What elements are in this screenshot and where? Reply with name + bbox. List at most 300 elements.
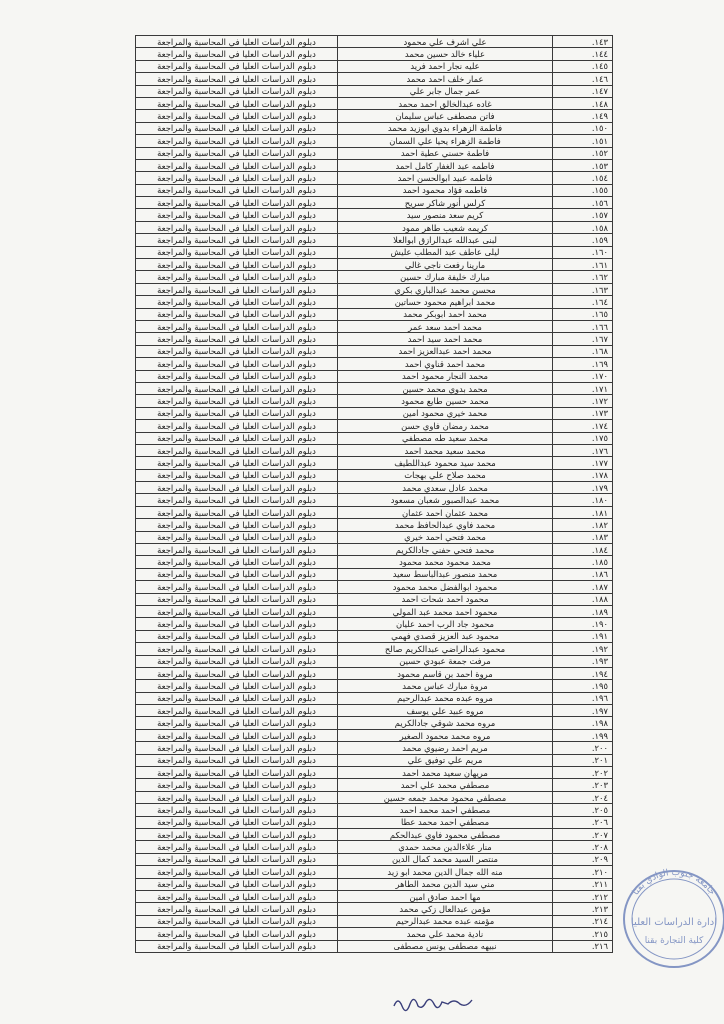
student-name: علياء خالد حسين محمد xyxy=(338,48,553,60)
program-name: دبلوم الدراسات العليا في المحاسبة والمراجعة xyxy=(136,729,338,741)
row-number: ١٩٨. xyxy=(553,717,613,729)
row-number: ١٩١. xyxy=(553,630,613,642)
program-name: دبلوم الدراسات العليا في المحاسبة والمراجعة xyxy=(136,804,338,816)
student-name: محمد سيد محمود عبداللطيف xyxy=(338,457,553,469)
row-number: ٢١٣. xyxy=(553,903,613,915)
student-name: مؤمنه عبده محمد عبدالرحيم xyxy=(338,915,553,927)
program-name: دبلوم الدراسات العليا في المحاسبة والمراجعة xyxy=(136,667,338,679)
program-name: دبلوم الدراسات العليا في المحاسبة والمراجعة xyxy=(136,85,338,97)
table-row xyxy=(136,581,613,593)
row-number: ١٩٠. xyxy=(553,618,613,630)
table-row xyxy=(136,643,613,655)
student-name: محمد منصور عبدالباسط سعيد xyxy=(338,568,553,580)
table-row xyxy=(136,73,613,85)
student-name: مريم احمد رضيوي محمد xyxy=(338,742,553,754)
table-row xyxy=(136,667,613,679)
table-row xyxy=(136,110,613,122)
student-name: غاده عبدالخالق احمد محمد xyxy=(338,97,553,109)
table-row xyxy=(136,159,613,171)
program-name: دبلوم الدراسات العليا في المحاسبة والمراجعة xyxy=(136,432,338,444)
row-number: ١٦٣. xyxy=(553,283,613,295)
student-name: محمد محمود محمد محمود xyxy=(338,556,553,568)
table-row xyxy=(136,680,613,692)
table-row xyxy=(136,705,613,717)
table-row xyxy=(136,469,613,481)
program-name: دبلوم الدراسات العليا في المحاسبة والمراجعة xyxy=(136,172,338,184)
row-number: ١٧٤. xyxy=(553,420,613,432)
table-row xyxy=(136,692,613,704)
row-number: ٢٠٤. xyxy=(553,791,613,803)
student-name: محمد عبدالصبور شعبان مسعود xyxy=(338,494,553,506)
program-name: دبلوم الدراسات العليا في المحاسبة والمراجعة xyxy=(136,97,338,109)
table-row xyxy=(136,729,613,741)
table-row xyxy=(136,283,613,295)
student-name: محمود جاد الرب احمد عليان xyxy=(338,618,553,630)
row-number: ١٧١. xyxy=(553,382,613,394)
program-name: دبلوم الدراسات العليا في المحاسبة والمراجعة xyxy=(136,915,338,927)
table-row xyxy=(136,296,613,308)
row-number: ١٦٨. xyxy=(553,345,613,357)
table-row xyxy=(136,308,613,320)
student-name: محمد سعيد محمد احمد xyxy=(338,444,553,456)
program-name: دبلوم الدراسات العليا في المحاسبة والمراجعة xyxy=(136,829,338,841)
table-row xyxy=(136,878,613,890)
program-name: دبلوم الدراسات العليا في المحاسبة والمراجعة xyxy=(136,259,338,271)
stamp-arc-text: جامعة جنوب الوادي بقنا xyxy=(631,867,717,898)
row-number: ١٥٨. xyxy=(553,221,613,233)
stamp-bottom-text: كلية التجارة بقنا xyxy=(644,936,704,946)
program-name: دبلوم الدراسات العليا في المحاسبة والمراجعة xyxy=(136,308,338,320)
row-number: ١٤٩. xyxy=(553,110,613,122)
program-name: دبلوم الدراسات العليا في المحاسبة والمراجعة xyxy=(136,531,338,543)
student-name: كريم سعد منصور سيد xyxy=(338,209,553,221)
table-row xyxy=(136,779,613,791)
university-stamp xyxy=(612,855,724,973)
student-name: محمد احمد سيد احمد xyxy=(338,333,553,345)
student-name: محسن محمد عبدالباري بكري xyxy=(338,283,553,295)
table-row xyxy=(136,605,613,617)
program-name: دبلوم الدراسات العليا في المحاسبة والمراجعة xyxy=(136,494,338,506)
row-number: ١٦٤. xyxy=(553,296,613,308)
student-name: مها احمد صادق امين xyxy=(338,890,553,902)
program-name: دبلوم الدراسات العليا في المحاسبة والمراجعة xyxy=(136,717,338,729)
program-name: دبلوم الدراسات العليا في المحاسبة والمراجعة xyxy=(136,618,338,630)
table-row xyxy=(136,630,613,642)
program-name: دبلوم الدراسات العليا في المحاسبة والمراجعة xyxy=(136,209,338,221)
student-name: مارينا رفعت ناجي غالي xyxy=(338,259,553,271)
row-number: ١٥٢. xyxy=(553,147,613,159)
student-name: محمود عبد العزيز قصدي فهمي xyxy=(338,630,553,642)
row-number: ٢٠٥. xyxy=(553,804,613,816)
table-row xyxy=(136,184,613,196)
row-number: ١٥٥. xyxy=(553,184,613,196)
program-name: دبلوم الدراسات العليا في المحاسبة والمراجعة xyxy=(136,197,338,209)
row-number: ١٦٩. xyxy=(553,358,613,370)
row-number: ١٨٦. xyxy=(553,568,613,580)
row-number: ٢١٦. xyxy=(553,940,613,952)
student-name: مروه محمد شوقي جادالكريم xyxy=(338,717,553,729)
table-row xyxy=(136,568,613,580)
row-number: ١٤٧. xyxy=(553,85,613,97)
student-name: مني سيد الدين محمد الطاهر xyxy=(338,878,553,890)
table-row xyxy=(136,234,613,246)
row-number: ١٦٢. xyxy=(553,271,613,283)
student-name: محمد عثمان احمد عثمان xyxy=(338,506,553,518)
row-number: ١٤٦. xyxy=(553,73,613,85)
program-name: دبلوم الدراسات العليا في المحاسبة والمراجعة xyxy=(136,457,338,469)
table-row xyxy=(136,928,613,940)
row-number: ١٨٥. xyxy=(553,556,613,568)
table-row xyxy=(136,841,613,853)
table-row xyxy=(136,271,613,283)
table-row xyxy=(136,655,613,667)
program-name: دبلوم الدراسات العليا في المحاسبة والمراجعة xyxy=(136,320,338,332)
table-row xyxy=(136,544,613,556)
row-number: ١٧٧. xyxy=(553,457,613,469)
program-name: دبلوم الدراسات العليا في المحاسبة والمراجعة xyxy=(136,482,338,494)
table-row xyxy=(136,36,613,48)
program-name: دبلوم الدراسات العليا في المحاسبة والمراجعة xyxy=(136,519,338,531)
program-name: دبلوم الدراسات العليا في المحاسبة والمراجعة xyxy=(136,135,338,147)
roster-body xyxy=(136,36,613,953)
program-name: دبلوم الدراسات العليا في المحاسبة والمراجعة xyxy=(136,444,338,456)
table-row xyxy=(136,358,613,370)
program-name: دبلوم الدراسات العليا في المحاسبة والمراجعة xyxy=(136,73,338,85)
table-row xyxy=(136,97,613,109)
program-name: دبلوم الدراسات العليا في المحاسبة والمراجعة xyxy=(136,581,338,593)
student-name: مصطفي محمد علي احمد xyxy=(338,779,553,791)
program-name: دبلوم الدراسات العليا في المحاسبة والمراجعة xyxy=(136,420,338,432)
student-name: محمد فتحي حفني جادالكريم xyxy=(338,544,553,556)
row-number: ١٧٢. xyxy=(553,395,613,407)
student-name: فاطمه عبد الغفار كامل احمد xyxy=(338,159,553,171)
student-name: محمود احمد شحات احمد xyxy=(338,593,553,605)
program-name: دبلوم الدراسات العليا في المحاسبة والمراجعة xyxy=(136,221,338,233)
row-number: ١٨١. xyxy=(553,506,613,518)
row-number: ١٤٨. xyxy=(553,97,613,109)
program-name: دبلوم الدراسات العليا في المحاسبة والمراجعة xyxy=(136,122,338,134)
student-name: محمد صلاح علي بهجات xyxy=(338,469,553,481)
table-row xyxy=(136,147,613,159)
student-name: محمد احمد عبدالعزيز احمد xyxy=(338,345,553,357)
row-number: ١٩٦. xyxy=(553,692,613,704)
program-name: دبلوم الدراسات العليا في المحاسبة والمراجعة xyxy=(136,841,338,853)
row-number: ١٧٥. xyxy=(553,432,613,444)
program-name: دبلوم الدراسات العليا في المحاسبة والمراجعة xyxy=(136,506,338,518)
row-number: ١٦٥. xyxy=(553,308,613,320)
student-name: مروه عبيد علي يوسف xyxy=(338,705,553,717)
student-name: محمد رمضان فاوي حسن xyxy=(338,420,553,432)
row-number: ١٦٦. xyxy=(553,320,613,332)
row-number: ١٨٠. xyxy=(553,494,613,506)
table-row xyxy=(136,494,613,506)
table-row xyxy=(136,345,613,357)
row-number: ١٨٤. xyxy=(553,544,613,556)
program-name: دبلوم الدراسات العليا في المحاسبة والمراجعة xyxy=(136,705,338,717)
table-row xyxy=(136,482,613,494)
program-name: دبلوم الدراسات العليا في المحاسبة والمراجعة xyxy=(136,643,338,655)
program-name: دبلوم الدراسات العليا في المحاسبة والمراجعة xyxy=(136,816,338,828)
student-name: مريهان سعيد محمد احمد xyxy=(338,767,553,779)
row-number: ١٥٧. xyxy=(553,209,613,221)
table-row xyxy=(136,48,613,60)
table-row xyxy=(136,754,613,766)
student-name: محمود ابوالفضل محمد محمود xyxy=(338,581,553,593)
student-name: فاطمة الزهراء بدوي ابوزيد محمد xyxy=(338,122,553,134)
program-name: دبلوم الدراسات العليا في المحاسبة والمراجعة xyxy=(136,271,338,283)
student-name: مروة احمد بن قاسم محمود xyxy=(338,667,553,679)
program-name: دبلوم الدراسات العليا في المحاسبة والمراجعة xyxy=(136,866,338,878)
row-number: ٢١٢. xyxy=(553,890,613,902)
student-name: نبيهه مصطفى يونس مصطفى xyxy=(338,940,553,952)
student-name: محمد احمد سعد عمر xyxy=(338,320,553,332)
student-name: محمد عادل سعدي محمد xyxy=(338,482,553,494)
student-name: منار علاءالدين محمد حمدي xyxy=(338,841,553,853)
table-row xyxy=(136,221,613,233)
table-row xyxy=(136,903,613,915)
row-number: ١٧٨. xyxy=(553,469,613,481)
row-number: ١٦٧. xyxy=(553,333,613,345)
table-row xyxy=(136,531,613,543)
program-name: دبلوم الدراسات العليا في المحاسبة والمراجعة xyxy=(136,234,338,246)
table-row xyxy=(136,556,613,568)
student-name: منتصر السيد محمد كمال الدين xyxy=(338,853,553,865)
row-number: ١٩٤. xyxy=(553,667,613,679)
student-name: محمود عبدالراضي عبدالكريم صالح xyxy=(338,643,553,655)
student-name: كرلس أنور شاكر سريح xyxy=(338,197,553,209)
student-name: فاطمه فؤاد محمود احمد xyxy=(338,184,553,196)
student-name: مرفت جمعة عبودي حسين xyxy=(338,655,553,667)
student-name: مروه محمد محمود الصغير xyxy=(338,729,553,741)
row-number: ٢٠٨. xyxy=(553,841,613,853)
program-name: دبلوم الدراسات العليا في المحاسبة والمراجعة xyxy=(136,544,338,556)
program-name: دبلوم الدراسات العليا في المحاسبة والمراجعة xyxy=(136,159,338,171)
row-number: ١٤٥. xyxy=(553,60,613,72)
row-number: ١٥٣. xyxy=(553,159,613,171)
student-name: محمد حسين طايع محمود xyxy=(338,395,553,407)
row-number: ٢١١. xyxy=(553,878,613,890)
row-number: ٢٠٢. xyxy=(553,767,613,779)
row-number: ١٩٣. xyxy=(553,655,613,667)
program-name: دبلوم الدراسات العليا في المحاسبة والمراجعة xyxy=(136,767,338,779)
program-name: دبلوم الدراسات العليا في المحاسبة والمراجعة xyxy=(136,655,338,667)
program-name: دبلوم الدراسات العليا في المحاسبة والمراجعة xyxy=(136,568,338,580)
row-number: ١٦١. xyxy=(553,259,613,271)
student-name: مصطفي احمد محمد احمد xyxy=(338,804,553,816)
row-number: ١٧٣. xyxy=(553,407,613,419)
table-row xyxy=(136,246,613,258)
student-name: محمد النجار محمود احمد xyxy=(338,370,553,382)
student-name: مروه عبده محمد عبدالرحيم xyxy=(338,692,553,704)
student-name: محمود احمد محمد عبد المولي xyxy=(338,605,553,617)
row-number: ١٧٠. xyxy=(553,370,613,382)
table-row xyxy=(136,135,613,147)
table-row xyxy=(136,519,613,531)
student-name: محمد احمد قناوي احمد xyxy=(338,358,553,370)
row-number: ١٨٧. xyxy=(553,581,613,593)
program-name: دبلوم الدراسات العليا في المحاسبة والمراجعة xyxy=(136,630,338,642)
student-name: مبارك خليفة مبارك حسين xyxy=(338,271,553,283)
row-number: ١٥٤. xyxy=(553,172,613,184)
program-name: دبلوم الدراسات العليا في المحاسبة والمراجعة xyxy=(136,940,338,952)
student-name: فاطمه عبيد ابوالحسن احمد xyxy=(338,172,553,184)
row-number: ١٤٤. xyxy=(553,48,613,60)
table-row xyxy=(136,804,613,816)
program-name: دبلوم الدراسات العليا في المحاسبة والمراجعة xyxy=(136,60,338,72)
program-name: دبلوم الدراسات العليا في المحاسبة والمراجعة xyxy=(136,890,338,902)
table-row xyxy=(136,197,613,209)
table-row xyxy=(136,506,613,518)
row-number: ١٨٨. xyxy=(553,593,613,605)
program-name: دبلوم الدراسات العليا في المحاسبة والمراجعة xyxy=(136,605,338,617)
table-row xyxy=(136,791,613,803)
program-name: دبلوم الدراسات العليا في المحاسبة والمراجعة xyxy=(136,296,338,308)
table-row xyxy=(136,432,613,444)
row-number: ١٦٠. xyxy=(553,246,613,258)
table-row xyxy=(136,444,613,456)
program-name: دبلوم الدراسات العليا في المحاسبة والمراجعة xyxy=(136,110,338,122)
program-name: دبلوم الدراسات العليا في المحاسبة والمراجعة xyxy=(136,36,338,48)
program-name: دبلوم الدراسات العليا في المحاسبة والمراجعة xyxy=(136,147,338,159)
program-name: دبلوم الدراسات العليا في المحاسبة والمراجعة xyxy=(136,556,338,568)
row-number: ١٥٦. xyxy=(553,197,613,209)
student-name: مصطفي محمود فاوي عبدالحكم xyxy=(338,829,553,841)
program-name: دبلوم الدراسات العليا في المحاسبة والمراجعة xyxy=(136,407,338,419)
student-name: لبنى عبدالله عبدالرازق ابوالعلا xyxy=(338,234,553,246)
row-number: ١٧٩. xyxy=(553,482,613,494)
row-number: ١٩٩. xyxy=(553,729,613,741)
student-name: كريمه شعيب طاهر ممود xyxy=(338,221,553,233)
student-name: محمد خيري محمود امين xyxy=(338,407,553,419)
table-row xyxy=(136,259,613,271)
table-row xyxy=(136,420,613,432)
table-row xyxy=(136,767,613,779)
student-name: محمد بدوي محمد حسين xyxy=(338,382,553,394)
table-row xyxy=(136,395,613,407)
program-name: دبلوم الدراسات العليا في المحاسبة والمراجعة xyxy=(136,754,338,766)
table-row xyxy=(136,940,613,952)
row-number: ١٧٦. xyxy=(553,444,613,456)
table-row xyxy=(136,407,613,419)
table-row xyxy=(136,85,613,97)
row-number: ١٥٠. xyxy=(553,122,613,134)
program-name: دبلوم الدراسات العليا في المحاسبة والمراجعة xyxy=(136,382,338,394)
program-name: دبلوم الدراسات العليا في المحاسبة والمراجعة xyxy=(136,48,338,60)
program-name: دبلوم الدراسات العليا في المحاسبة والمراجعة xyxy=(136,370,338,382)
program-name: دبلوم الدراسات العليا في المحاسبة والمراجعة xyxy=(136,680,338,692)
table-row xyxy=(136,209,613,221)
table-row xyxy=(136,829,613,841)
program-name: دبلوم الدراسات العليا في المحاسبة والمراجعة xyxy=(136,853,338,865)
student-roster-table xyxy=(135,35,613,953)
row-number: ١٨٩. xyxy=(553,605,613,617)
program-name: دبلوم الدراسات العليا في المحاسبة والمراجعة xyxy=(136,593,338,605)
student-name: عليه نجار احمد فريد xyxy=(338,60,553,72)
row-number: ١٩٧. xyxy=(553,705,613,717)
program-name: دبلوم الدراسات العليا في المحاسبة والمراجعة xyxy=(136,283,338,295)
student-name: فاتن مصطفى عباس سليمان xyxy=(338,110,553,122)
table-row xyxy=(136,370,613,382)
table-row xyxy=(136,742,613,754)
table-row xyxy=(136,890,613,902)
student-name: عمر جمال جابر علي xyxy=(338,85,553,97)
row-number: ٢٠٠. xyxy=(553,742,613,754)
student-name: مريم علي توفيق علي xyxy=(338,754,553,766)
table-row xyxy=(136,333,613,345)
row-number: ٢٠٩. xyxy=(553,853,613,865)
student-name: علي اشرف علي محمود xyxy=(338,36,553,48)
student-name: مروة مبارك عباس محمد xyxy=(338,680,553,692)
student-name: نادية محمد علي محمد xyxy=(338,928,553,940)
program-name: دبلوم الدراسات العليا في المحاسبة والمراجعة xyxy=(136,878,338,890)
row-number: ٢١٠. xyxy=(553,866,613,878)
student-name: محمد فتحي احمد خيري xyxy=(338,531,553,543)
table-row xyxy=(136,853,613,865)
program-name: دبلوم الدراسات العليا في المحاسبة والمراجعة xyxy=(136,358,338,370)
program-name: دبلوم الدراسات العليا في المحاسبة والمراجعة xyxy=(136,779,338,791)
program-name: دبلوم الدراسات العليا في المحاسبة والمراجعة xyxy=(136,333,338,345)
table-row xyxy=(136,593,613,605)
row-number: ١٥١. xyxy=(553,135,613,147)
row-number: ٢٠٣. xyxy=(553,779,613,791)
table-row xyxy=(136,866,613,878)
table-row xyxy=(136,717,613,729)
table-row xyxy=(136,172,613,184)
row-number: ١٩٥. xyxy=(553,680,613,692)
row-number: ١٨٢. xyxy=(553,519,613,531)
table-row xyxy=(136,382,613,394)
row-number: ٢١٥. xyxy=(553,928,613,940)
table-row xyxy=(136,915,613,927)
table-row xyxy=(136,618,613,630)
program-name: دبلوم الدراسات العليا في المحاسبة والمراجعة xyxy=(136,345,338,357)
student-name: محمد سعيد طه مصطفي xyxy=(338,432,553,444)
table-row xyxy=(136,320,613,332)
student-name: مصطفي محمود محمد جمعه حسين xyxy=(338,791,553,803)
program-name: دبلوم الدراسات العليا في المحاسبة والمراجعة xyxy=(136,246,338,258)
program-name: دبلوم الدراسات العليا في المحاسبة والمراجعة xyxy=(136,692,338,704)
program-name: دبلوم الدراسات العليا في المحاسبة والمراجعة xyxy=(136,742,338,754)
table-row xyxy=(136,60,613,72)
student-name: منه الله جمال الدين محمد ابو زيد xyxy=(338,866,553,878)
row-number: ١٨٣. xyxy=(553,531,613,543)
student-name: عمار خلف احمد محمد xyxy=(338,73,553,85)
row-number: ١٤٣. xyxy=(553,36,613,48)
row-number: ٢٠٦. xyxy=(553,816,613,828)
row-number: ١٥٩. xyxy=(553,234,613,246)
student-name: فاطمة حسني عطية احمد xyxy=(338,147,553,159)
program-name: دبلوم الدراسات العليا في المحاسبة والمراجعة xyxy=(136,791,338,803)
student-name: مؤمن عبدالعال زكي محمد xyxy=(338,903,553,915)
table-row xyxy=(136,816,613,828)
program-name: دبلوم الدراسات العليا في المحاسبة والمراجعة xyxy=(136,903,338,915)
program-name: دبلوم الدراسات العليا في المحاسبة والمراجعة xyxy=(136,928,338,940)
student-name: محمد احمد ابوبكر محمد xyxy=(338,308,553,320)
student-name: فاطمة الزهراء يحيا علي السمان xyxy=(338,135,553,147)
program-name: دبلوم الدراسات العليا في المحاسبة والمراجعة xyxy=(136,469,338,481)
table-row xyxy=(136,122,613,134)
program-name: دبلوم الدراسات العليا في المحاسبة والمراجعة xyxy=(136,395,338,407)
row-number: ٢١٤. xyxy=(553,915,613,927)
stamp-center-text: ادارة الدراسات العليا xyxy=(631,917,717,928)
student-name: محمد فاوي عبدالحافظ محمد xyxy=(338,519,553,531)
student-name: ليلى عاطف عبد المطلب عليش xyxy=(338,246,553,258)
program-name: دبلوم الدراسات العليا في المحاسبة والمراجعة xyxy=(136,184,338,196)
row-number: ٢٠١. xyxy=(553,754,613,766)
student-name: مصطفي احمد محمد عطا xyxy=(338,816,553,828)
row-number: ٢٠٧. xyxy=(553,829,613,841)
row-number: ١٩٢. xyxy=(553,643,613,655)
